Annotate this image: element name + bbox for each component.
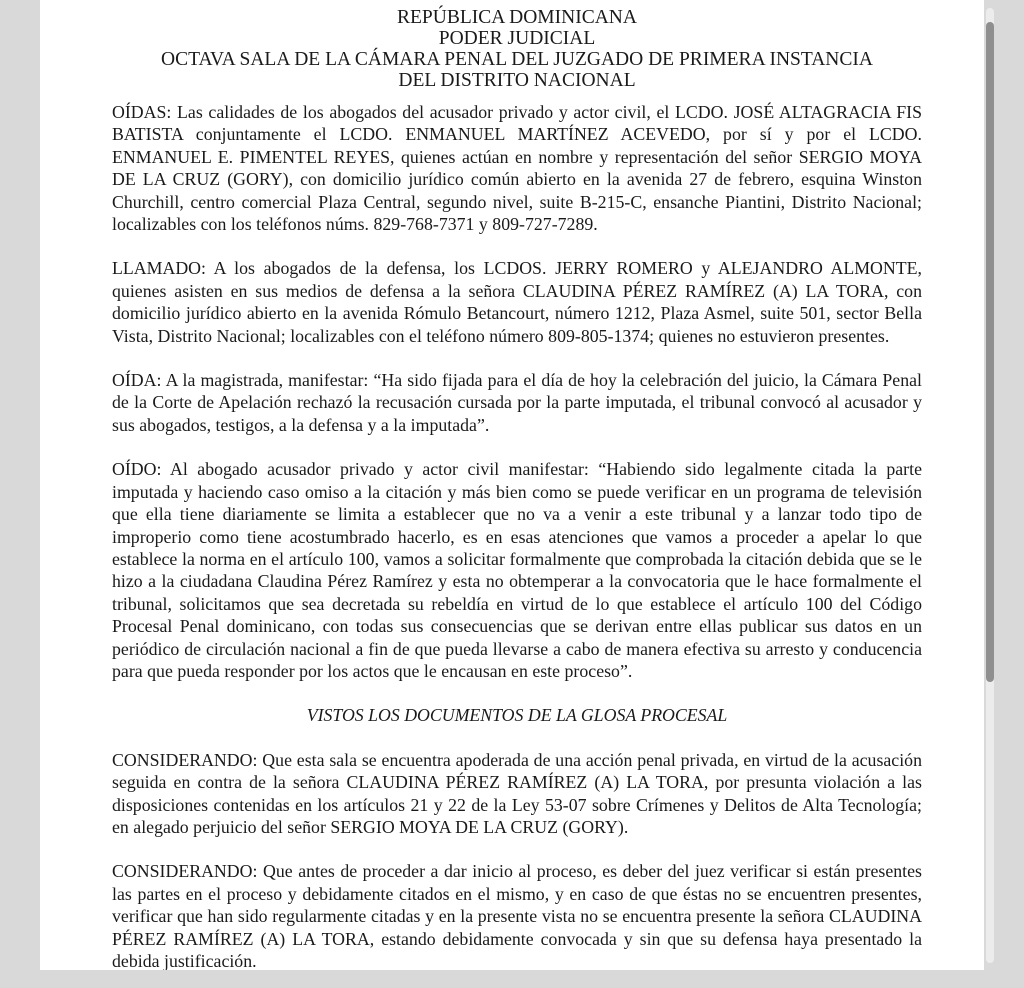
scrollbar-thumb[interactable] <box>986 22 994 682</box>
paragraph-oidas: OÍDAS: Las calidades de los abogados del acusador privado y actor civil, el LCDO. JOSÉ ALTAGRACIA FIS BATISTA conjuntamente el LCDO. ENMANUEL MARTÍNEZ ACEVEDO, por sí y por el LCDO. ENMANUEL E. PIMENTEL REYES, quienes actúan en nombre y representación del señor SERGIO MOYA DE LA CRUZ (GORY), con domicilio jurídico común abierto en la avenida 27 de febrero, esquina Winston Churchill, centro comercial Plaza Central, segundo nivel, suite B-215-C, ensanche Piantini, Distrito Nacional; localizables con los teléfonos núms. 829-768-7371 y 809-727-7289. <box>112 102 922 235</box>
header-judiciary: PODER JUDICIAL <box>438 28 596 49</box>
paragraph-considerando-2: CONSIDERANDO: Que antes de proceder a dar inicio al proceso, es deber del juez verificar si están presentes las partes en el proceso y debidamente citados en el mismo, y en caso de que éstas no se encuentren presentes, verificar que han sido regularmente citadas y en la presente vista no se encuentra presente la señora CLAUDINA PÉREZ RAMÍREZ (A) LA TORA, estando debidamente convocada y sin que su defensa haya presentado la debida justificación. <box>112 861 922 970</box>
document-content <box>112 7 922 970</box>
vertical-scrollbar[interactable] <box>986 8 994 963</box>
paragraph-oida: OÍDA: A la magistrada, manifestar: “Ha sido fijada para el día de hoy la celebración del juicio, la Cámara Penal de la Corte de Apelación rechazó la recusación cursada por la parte imputada, el tribunal convocó al acusador y sus abogados, testigos, a la defensa y a la imputada”. <box>112 370 922 435</box>
paragraph-oido: OÍDO: Al abogado acusador privado y actor civil manifestar: “Habiendo sido legalmente citada la parte imputada y haciendo caso omiso a la citación y más bien como se puede verificar en un programa de televisión que ella tiene diariamente se limita a establecer que no va a venir a este tribunal y a lanzar todo tipo de improperio como tiene acostumbrado hacerlo, es en esas atenciones que vamos a proceder a apelar lo que establece la norma en el artículo 100, vamos a solicitar formalmente que comprobada la citación debida que se le hizo a la ciudadana Claudina Pérez Ramírez y esta no obtemperar a la convocatoria que le hace formalmente el tribunal, solicitamos que sea decretada su rebeldía en virtud de lo que establece el artículo 100 del Código Procesal Penal dominicano, con todas sus consecuencias que se derivan entre ellas publicar sus datos en un periódico de circulación nacional a fin de que pueda llevarse a cabo de manera efectiva su arresto y conducencia para que pueda responder por los actos que le encausan en este proceso”. <box>112 459 922 681</box>
header-court: OCTAVA SALA DE LA CÁMARA PENAL DEL JUZGADO DE PRIMERA INSTANCIA <box>161 49 873 70</box>
document-page <box>40 0 984 970</box>
bottom-edge <box>0 970 1024 988</box>
section-heading-vistos: VISTOS LOS DOCUMENTOS DE LA GLOSA PROCESAL <box>306 705 728 726</box>
document-header <box>112 7 922 91</box>
header-country: REPÚBLICA DOMINICANA <box>397 7 637 28</box>
paragraph-llamado: LLAMADO: A los abogados de la defensa, los LCDOS. JERRY ROMERO y ALEJANDRO ALMONTE, quienes asisten en sus medios de defensa a la señora CLAUDINA PÉREZ RAMÍREZ (A) LA TORA, con domicilio jurídico abierto en la avenida Rómulo Betancourt, número 1212, Plaza Asmel, suite 501, sector Bella Vista, Distrito Nacional; localizables con el teléfono número 809-805-1374; quienes no estuvieron presentes. <box>112 258 922 346</box>
header-district: DEL DISTRITO NACIONAL <box>398 70 636 91</box>
paragraph-considerando-1: CONSIDERANDO: Que esta sala se encuentra apoderada de una acción penal privada, en virtud de la acusación seguida en contra de la señora CLAUDINA PÉREZ RAMÍREZ (A) LA TORA, por presunta violación a las disposiciones contenidas en los artículos 21 y 22 de la Ley 53-07 sobre Crímenes y Delitos de Alta Tecnología; en alegado perjuicio del señor SERGIO MOYA DE LA CRUZ (GORY). <box>112 749 922 837</box>
